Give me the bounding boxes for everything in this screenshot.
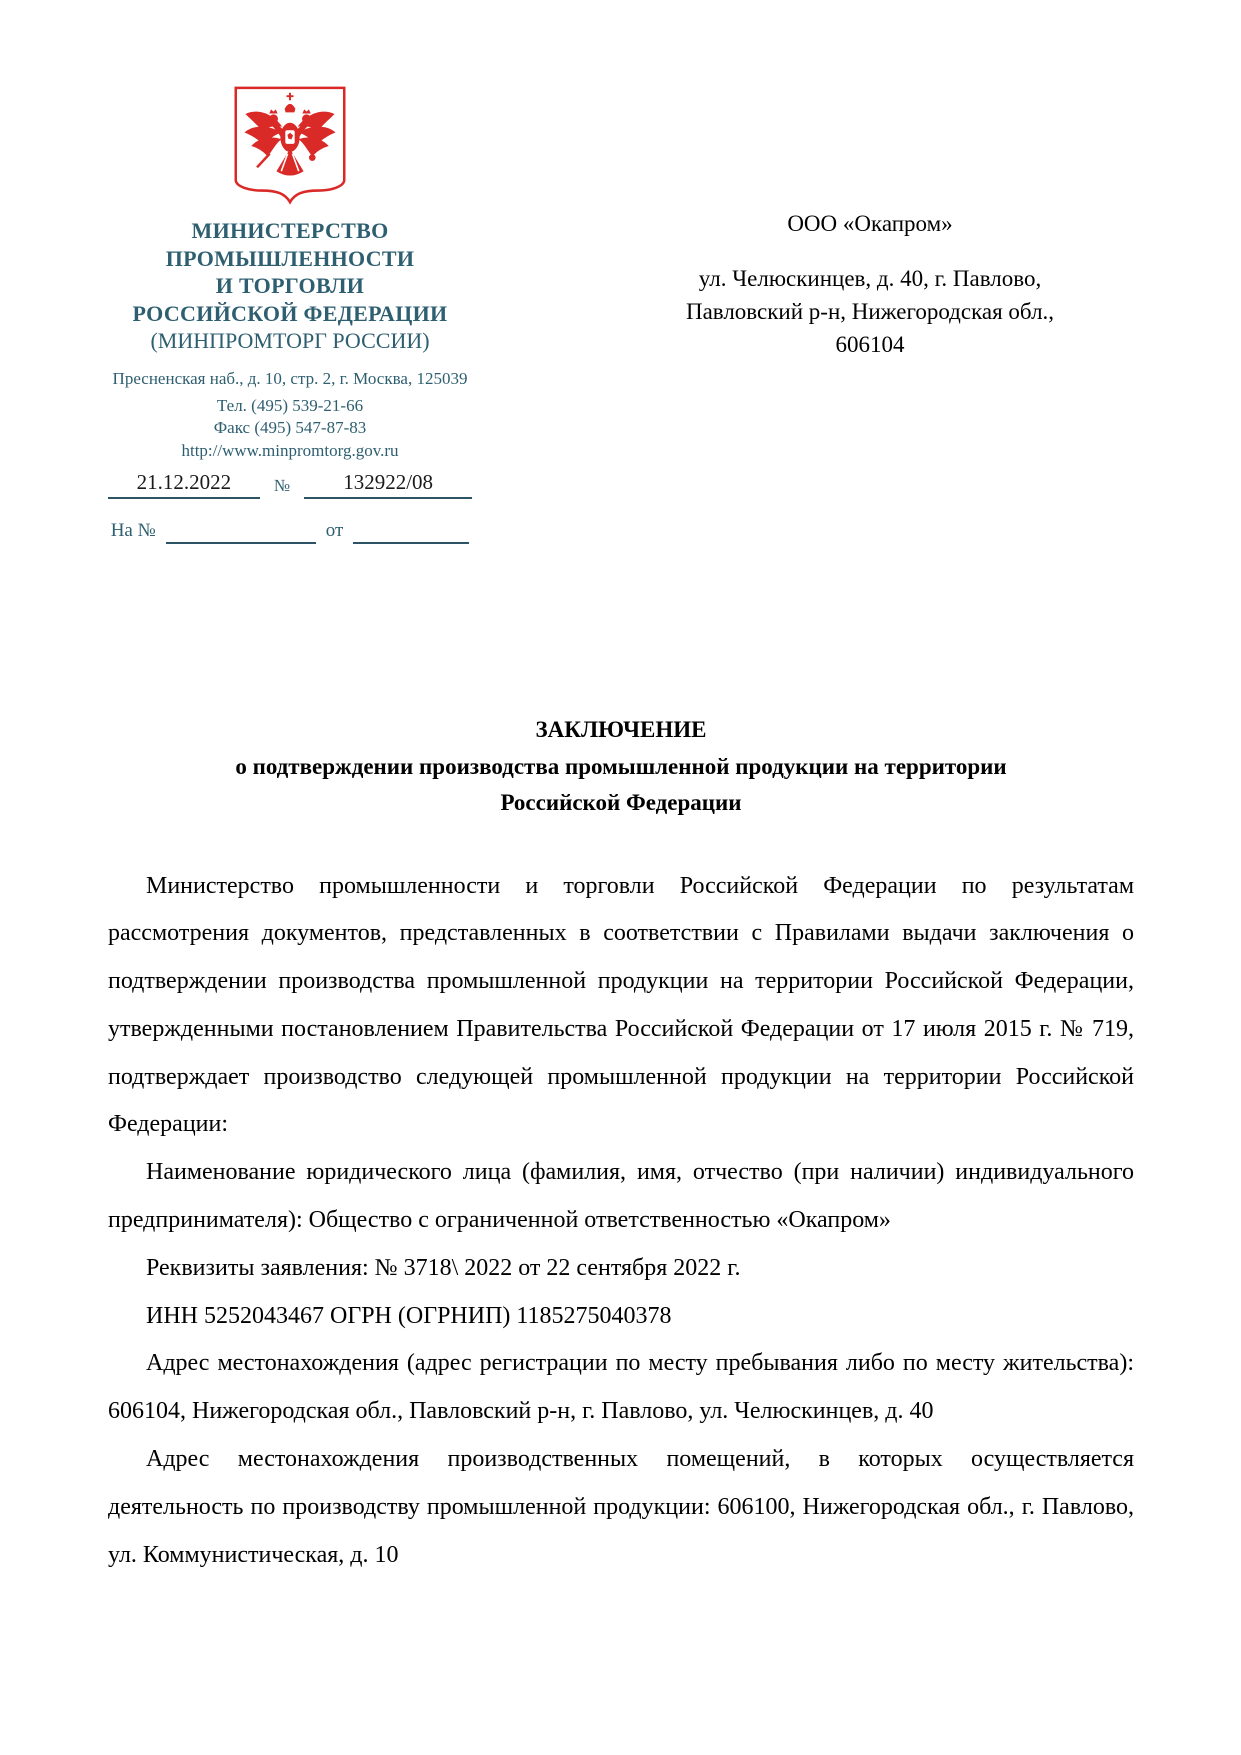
- paragraph-legal-entity: Наименование юридического лица (фамилия, имя, отчество (при наличии) индивидуального предпринимателя): Общество с ограниченной ответственностью «Окапром»: [108, 1159, 1134, 1234]
- paragraph-intro: Министерство промышленности и торговли Российской Федерации по результатам рассмотрения документов, представленных в соответствии с Правилами выдачи заключения о подтверждении производства промышленной продукции на территории Российской Федерации, утвержденными постановлением Правительства Российской Федерации от 17 июля 2015 г. № 719, подтверждает производство следующей промышленной продукции на территории Российской Федерации:: [108, 872, 1134, 1138]
- reply-prefix-label: На №: [110, 520, 156, 541]
- paragraph-inn-ogrn: ИНН 5252043467 ОГРН (ОГРНИП) 1185275040378: [146, 1302, 672, 1329]
- ministry-name-line: И ТОРГОВЛИ: [215, 273, 365, 298]
- ministry-short-name: (МИНПРОМТОРГ РОССИИ): [150, 328, 430, 353]
- reply-date-blank: [353, 520, 469, 544]
- outgoing-number-field: 132922/08: [304, 470, 472, 499]
- outgoing-date-field: 21.12.2022: [108, 470, 260, 499]
- number-sign: №: [273, 476, 291, 495]
- recipient-address-line: Павловский р-н, Нижегородская обл.,: [685, 299, 1055, 324]
- document-title-sub: о подтверждении производства промышленной продукции на территории: [235, 753, 1007, 779]
- document-title-sub: Российской Федерации: [500, 790, 742, 815]
- paragraph-registration-address: Адрес местонахождения (адрес регистрации по месту пребывания либо по месту жительства): 606104, Нижегородская обл., Павловский р-н, г. Павлово, ул. Челюскинцев, д. 40: [108, 1350, 1134, 1425]
- ministry-contacts: [70, 395, 510, 463]
- paragraph-application-details: Реквизиты заявления: № 3718\ 2022 от 22 сентября 2022 г.: [146, 1254, 741, 1281]
- document-paragraphs: [108, 863, 1134, 1580]
- paragraph-production-address: Адрес местонахождения производственных помещений, в которых осуществляется деятельность по производству промышленной продукции: 606100, Нижегородская обл., г. Павлово, ул. Коммунистическая, д. 10: [108, 1446, 1134, 1568]
- reply-reference-row: [70, 520, 510, 544]
- ministry-phone: Тел. (495) 539-21-66: [216, 395, 364, 415]
- document-title-main: ЗАКЛЮЧЕНИЕ: [535, 717, 707, 742]
- ministry-name-line: РОССИЙСКОЙ ФЕДЕРАЦИИ: [132, 300, 448, 326]
- document-body: [108, 712, 1134, 1579]
- ministry-website: http://www.minpromtorg.gov.ru: [181, 440, 399, 460]
- ministry-fax: Факс (495) 547-87-83: [213, 418, 367, 437]
- ministry-name-line: ПРОМЫШЛЕННОСТИ: [165, 245, 415, 271]
- ministry-name-line: МИНИСТЕРСТВО: [191, 218, 389, 243]
- recipient-block: [640, 208, 1100, 361]
- ministry-name: [70, 217, 510, 327]
- coat-of-arms-icon: [231, 84, 349, 208]
- recipient-address-line: ул. Челюскинцев, д. 40, г. Павлово,: [698, 266, 1042, 291]
- ministry-letterhead: [70, 84, 510, 544]
- reply-infix-label: от: [325, 520, 344, 541]
- document-title: [108, 712, 1134, 822]
- ministry-postal-address: Пресненская наб., д. 10, стр. 2, г. Москва, 125039: [112, 368, 468, 388]
- recipient-address-line: 606104: [835, 332, 905, 357]
- recipient-name: ООО «Окапром»: [787, 211, 953, 236]
- outgoing-number-row: [70, 470, 510, 499]
- recipient-address: [640, 262, 1100, 361]
- reply-number-blank: [166, 520, 316, 544]
